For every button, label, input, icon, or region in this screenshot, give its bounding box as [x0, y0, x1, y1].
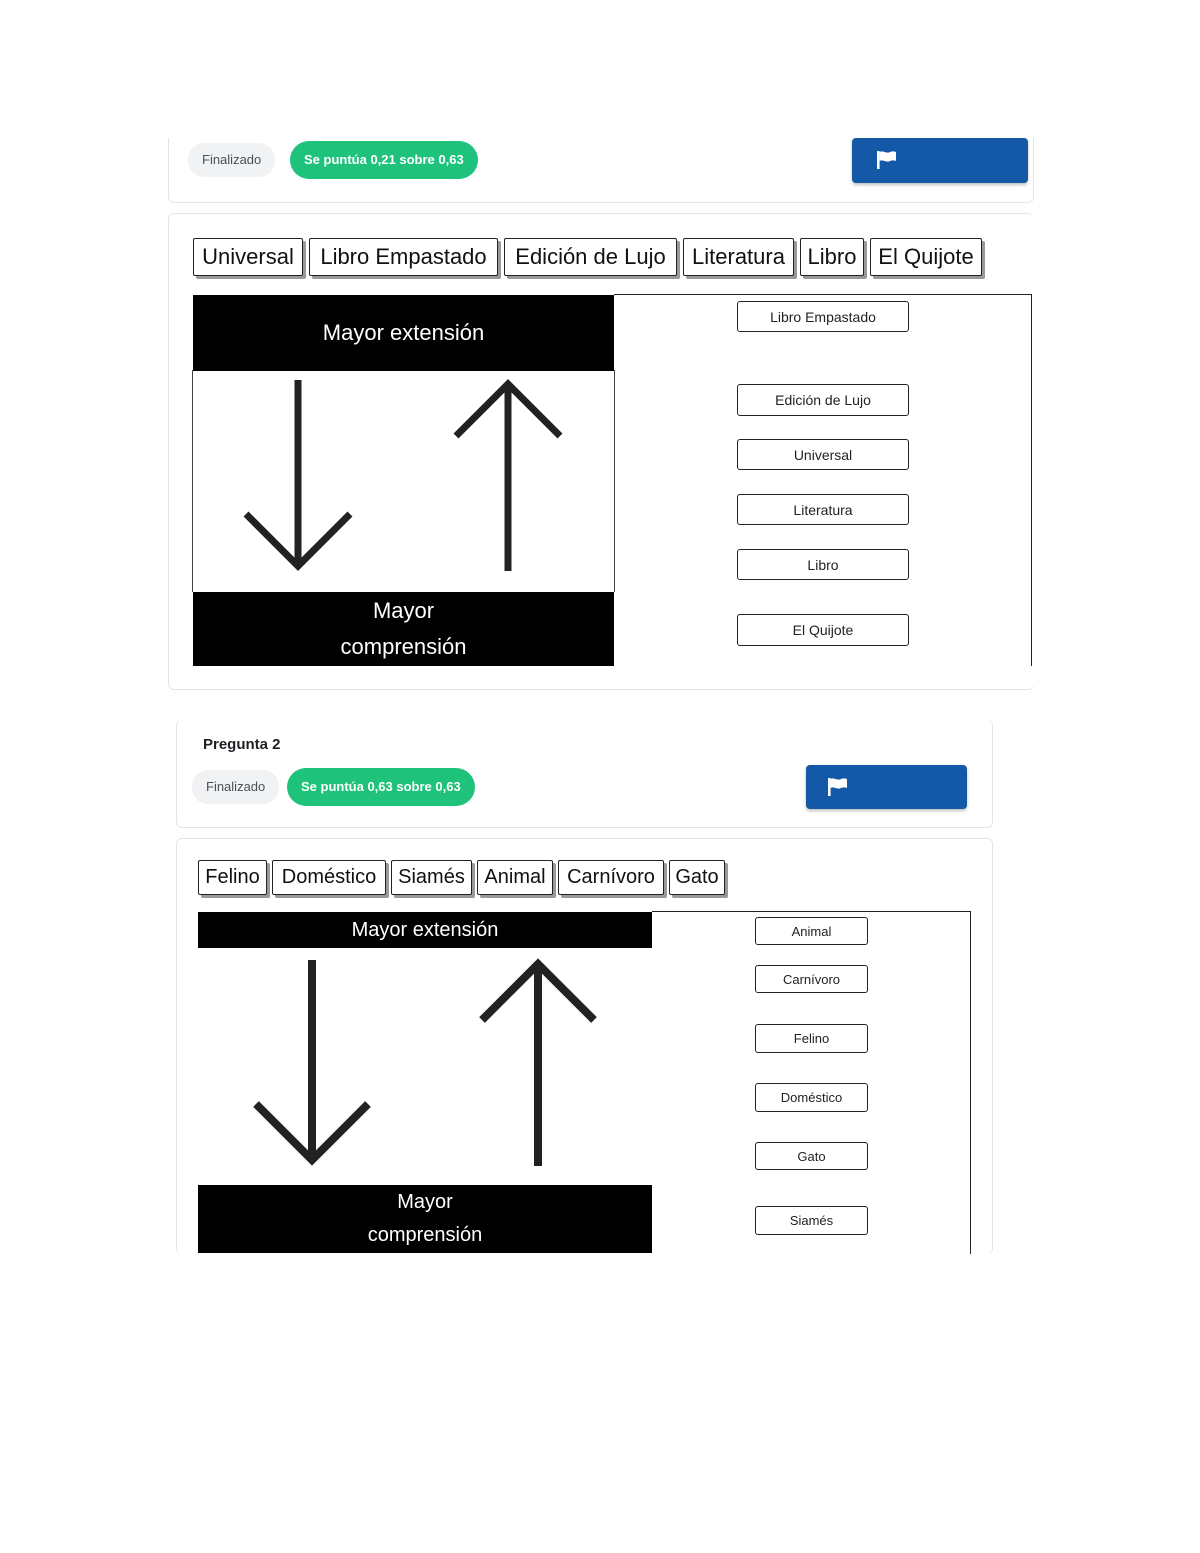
question2-title: Pregunta 2 [203, 736, 281, 753]
question1-slot-2[interactable]: Edición de Lujo [737, 384, 909, 416]
question2-chip-felino[interactable]: Felino [198, 860, 267, 895]
arrow-down-icon [240, 378, 360, 573]
question2-chip-carnivoro[interactable]: Carnívoro [558, 860, 664, 895]
question2-chip-animal[interactable]: Animal [477, 860, 553, 895]
question2-bottom-label-line2: comprensión [367, 1224, 483, 1246]
question1-bottom-label [193, 592, 614, 666]
question2-slot-3[interactable]: Felino [755, 1024, 868, 1053]
flag-icon [827, 777, 849, 797]
arrow-up-icon [450, 378, 570, 573]
question2-chip-domestico[interactable]: Doméstico [272, 860, 386, 895]
question2-state-badge: Finalizado [192, 770, 279, 804]
question2-chip-gato[interactable]: Gato [669, 860, 725, 895]
question1-bottom-label-line1: Mayor [372, 598, 435, 623]
question1-slot-3[interactable]: Universal [737, 439, 909, 470]
question2-top-label-text: Mayor extensión [351, 918, 499, 941]
question1-chip-libro-empastado[interactable]: Libro Empastado [309, 238, 498, 276]
question1-top-label [193, 295, 614, 371]
question1-top-label-text: Mayor extensión [322, 320, 485, 345]
arrow-up-icon [476, 958, 600, 1168]
question1-flag-button[interactable] [852, 138, 1028, 183]
question2-bottom-label [198, 1185, 652, 1253]
question1-slot-4[interactable]: Literatura [737, 494, 909, 525]
question1-slot-1[interactable]: Libro Empastado [737, 301, 909, 332]
question1-bottom-label-line2: comprensión [340, 634, 467, 659]
question2-slot-2[interactable]: Carnívoro [755, 965, 868, 993]
question2-slot-4[interactable]: Doméstico [755, 1083, 868, 1112]
question1-diagram-frame [614, 294, 1032, 666]
question1-chip-libro[interactable]: Libro [800, 238, 864, 276]
question1-score-badge: Se puntúa 0,21 sobre 0,63 [290, 141, 478, 179]
question1-slot-6[interactable]: El Quijote [737, 614, 909, 646]
question2-slot-1[interactable]: Animal [755, 917, 868, 945]
question2-slot-5[interactable]: Gato [755, 1142, 868, 1170]
flag-icon [876, 150, 898, 170]
question1-slot-5[interactable]: Libro [737, 549, 909, 580]
question1-chip-el-quijote[interactable]: El Quijote [870, 238, 982, 276]
question2-score-badge: Se puntúa 0,63 sobre 0,63 [287, 768, 475, 806]
question2-bottom-label-line1: Mayor [397, 1191, 453, 1213]
arrow-down-icon [250, 958, 374, 1168]
question1-state-badge: Finalizado [188, 143, 275, 177]
question2-slot-6[interactable]: Siamés [755, 1206, 868, 1235]
question1-chip-universal[interactable]: Universal [193, 238, 303, 276]
question2-top-label [198, 912, 652, 948]
question1-chip-literatura[interactable]: Literatura [683, 238, 794, 276]
question2-flag-button[interactable] [806, 765, 967, 809]
question1-chip-edicion-de-lujo[interactable]: Edición de Lujo [504, 238, 677, 276]
question2-chip-siames[interactable]: Siamés [391, 860, 472, 895]
